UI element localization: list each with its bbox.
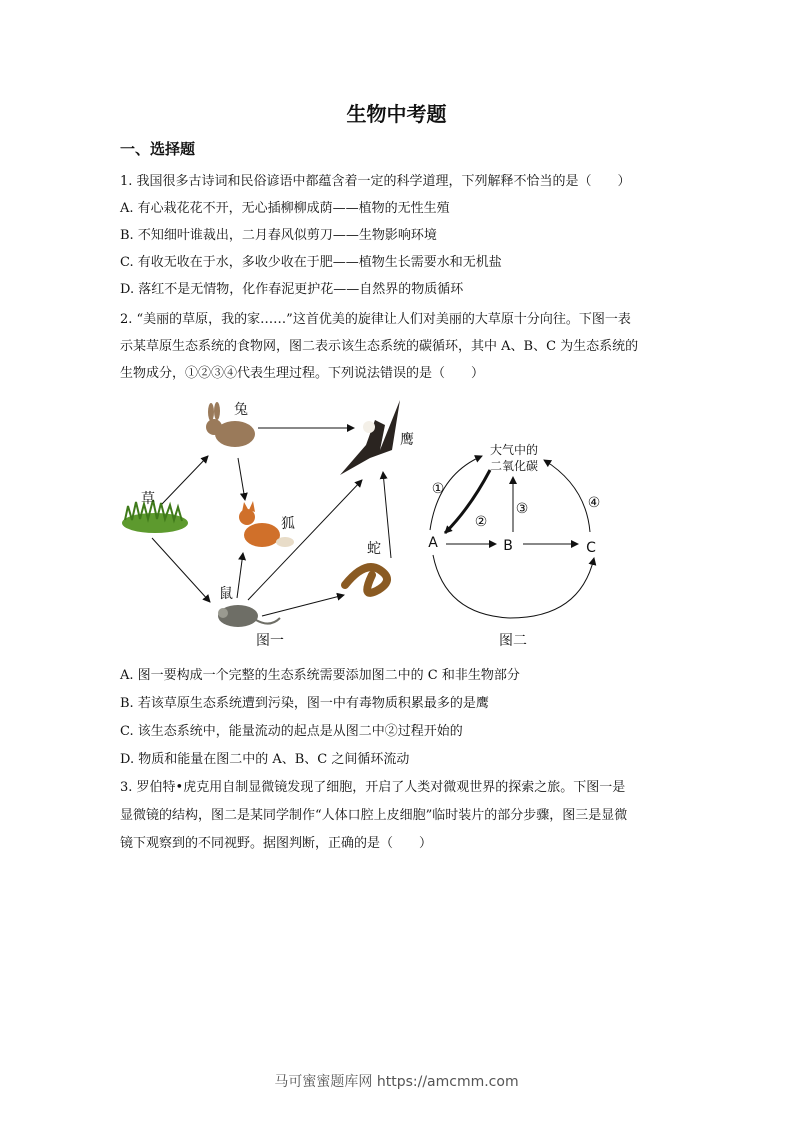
q2-stem-line-1: 2. “美丽的草原，我的家……”这首优美的旋律让人们对美丽的大草原十分向往。下图一表 xyxy=(120,312,631,327)
atmosphere-label-line-2: 二氧化碳 xyxy=(489,459,539,473)
process-1-label: ① xyxy=(431,481,445,497)
q1-option-b: B. 不知细叶谁裁出，二月春风似剪刀——生物影响环境 xyxy=(120,228,437,243)
q3-stem-line-2: 显微镜的结构，图二是某同学制作“人体口腔上皮细胞”临时装片的部分步骤，图三是显微 xyxy=(120,808,628,823)
q1-option-d: D. 落红不是无情物，化作春泥更护花——自然界的物质循环 xyxy=(120,282,464,297)
fox-label: 狐 xyxy=(281,516,295,532)
process-4-label: ④ xyxy=(587,495,601,511)
arrow-rabbit-to-fox xyxy=(238,458,245,500)
process-3-label: ③ xyxy=(515,501,529,517)
grass-illustration xyxy=(122,500,188,533)
q2-option-b: B. 若该草原生态系统遭到污染，图一中有毒物质积累最多的是鹰 xyxy=(120,696,489,711)
arrow-grass-to-rabbit xyxy=(162,456,208,504)
figure2-caption: 图二 xyxy=(499,633,527,649)
q3-stem-line-3: 镜下观察到的不同视野。据图判断，正确的是（ ） xyxy=(120,836,433,851)
mouse-illustration xyxy=(218,605,280,627)
arrow-grass-to-mouse xyxy=(152,538,210,602)
arrow-mouse-to-snake xyxy=(262,595,344,616)
node-c-label: C xyxy=(586,540,596,556)
q1-stem: 1. 我国很多古诗词和民俗谚语中都蕴含着一定的科学道理，下列解释不恰当的是（ ） xyxy=(120,174,631,189)
snake-illustration xyxy=(345,567,387,593)
q2-stem-line-3: 生物成分，①②③④代表生理过程。下列说法错误的是（ ） xyxy=(120,366,485,381)
snake-label: 蛇 xyxy=(367,541,381,557)
ecosystem-figures xyxy=(110,390,630,655)
arrow-process-4 xyxy=(544,460,590,532)
arrow-snake-to-eagle xyxy=(383,472,391,558)
page-title: 生物中考题 xyxy=(346,102,447,126)
arrow-mouse-to-fox xyxy=(237,553,243,598)
carbon-cycle xyxy=(428,442,600,649)
q2-option-d: D. 物质和能量在图二中的 A、B、C 之间循环流动 xyxy=(120,752,410,767)
q3-stem-line-1: 3. 罗伯特•虎克用自制显微镜发现了细胞，开启了人类对微观世界的探索之旅。下图一是 xyxy=(120,780,626,795)
q2-option-a: A. 图一要构成一个完整的生态系统需要添加图二中的 C 和非生物部分 xyxy=(120,668,520,683)
section-heading: 一、选择题 xyxy=(120,140,196,158)
atmosphere-label-line-1: 大气中的 xyxy=(489,443,539,457)
eagle-illustration xyxy=(340,400,400,475)
footer-watermark: 马可蜜蜜题库网 https://amcmm.com xyxy=(274,1074,519,1090)
q2-option-c: C. 该生态系统中，能量流动的起点是从图二中②过程开始的 xyxy=(120,724,463,739)
rabbit-label: 兔 xyxy=(234,402,248,418)
process-2-label: ② xyxy=(474,514,488,530)
eagle-label: 鹰 xyxy=(400,432,414,448)
food-web xyxy=(122,400,414,649)
figure1-caption: 图一 xyxy=(256,633,284,649)
q2-stem-line-2: 示某草原生态系统的食物网，图二表示该生态系统的碳循环，其中 A、B、C 为生态系统的 xyxy=(120,339,639,354)
node-a-label: A xyxy=(428,535,438,551)
node-b-label: B xyxy=(503,538,513,554)
arrow-a-to-c xyxy=(433,555,594,618)
q1-option-c: C. 有收无收在于水，多收少收在于肥——植物生长需要水和无机盐 xyxy=(120,255,502,270)
q1-option-a: A. 有心栽花花不开，无心插柳柳成荫——植物的无性生殖 xyxy=(120,201,450,216)
mouse-label: 鼠 xyxy=(219,586,233,602)
grass-label: 草 xyxy=(141,491,155,507)
